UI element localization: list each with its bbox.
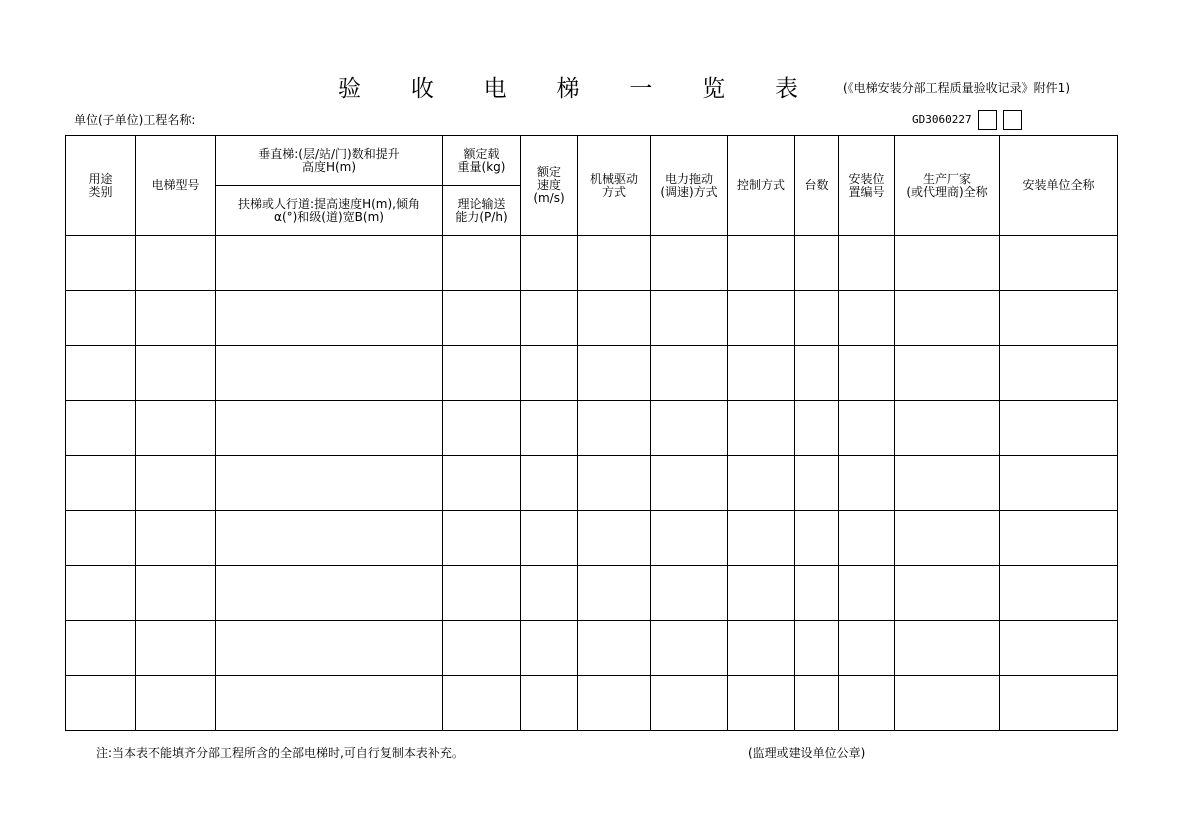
header-vertical-elevator-spec: 垂直梯:(层/站/门)数和提升 高度H(m) bbox=[216, 136, 443, 186]
table-cell[interactable] bbox=[578, 456, 651, 511]
table-cell[interactable] bbox=[651, 291, 728, 346]
table-cell[interactable] bbox=[839, 291, 895, 346]
table-cell[interactable] bbox=[1000, 621, 1118, 676]
table-cell[interactable] bbox=[216, 236, 443, 291]
header-installer: 安装单位全称 bbox=[1000, 136, 1118, 236]
table-cell[interactable] bbox=[66, 291, 136, 346]
table-cell[interactable] bbox=[651, 456, 728, 511]
table-cell[interactable] bbox=[136, 621, 216, 676]
table-cell[interactable] bbox=[66, 511, 136, 566]
table-cell[interactable] bbox=[216, 291, 443, 346]
table-cell[interactable] bbox=[651, 511, 728, 566]
table-cell[interactable] bbox=[521, 511, 578, 566]
header-usage-category: 用途 类别 bbox=[66, 136, 136, 236]
table-cell[interactable] bbox=[521, 456, 578, 511]
table-cell[interactable] bbox=[521, 566, 578, 621]
table-cell[interactable] bbox=[443, 676, 521, 731]
page-title bbox=[338, 74, 798, 104]
table-cell[interactable] bbox=[839, 621, 895, 676]
table-cell[interactable] bbox=[728, 621, 795, 676]
table-cell[interactable] bbox=[578, 511, 651, 566]
table-cell[interactable] bbox=[1000, 401, 1118, 456]
table-cell[interactable] bbox=[839, 511, 895, 566]
table-row bbox=[66, 456, 1118, 511]
table-cell[interactable] bbox=[578, 401, 651, 456]
table-cell[interactable] bbox=[795, 401, 839, 456]
header-rated-load: 额定载 重量(kg) bbox=[443, 136, 521, 186]
table-cell[interactable] bbox=[578, 236, 651, 291]
header-control-mode: 控制方式 bbox=[728, 136, 795, 236]
table-cell[interactable] bbox=[1000, 676, 1118, 731]
table-cell[interactable] bbox=[728, 511, 795, 566]
table-cell[interactable] bbox=[443, 236, 521, 291]
table-cell[interactable] bbox=[651, 621, 728, 676]
table-cell[interactable] bbox=[1000, 346, 1118, 401]
table-cell[interactable] bbox=[839, 676, 895, 731]
table-cell[interactable] bbox=[578, 291, 651, 346]
title-char: 梯 bbox=[556, 76, 580, 102]
table-cell[interactable] bbox=[66, 566, 136, 621]
table-cell[interactable] bbox=[651, 566, 728, 621]
table-cell[interactable] bbox=[1000, 566, 1118, 621]
table-cell[interactable] bbox=[443, 456, 521, 511]
header-rated-speed: 额定 速度 (m/s) bbox=[521, 136, 578, 236]
table-cell[interactable] bbox=[1000, 236, 1118, 291]
table-cell[interactable] bbox=[216, 401, 443, 456]
table-cell[interactable] bbox=[895, 346, 1000, 401]
table-cell[interactable] bbox=[216, 621, 443, 676]
table-cell[interactable] bbox=[728, 236, 795, 291]
table-cell[interactable] bbox=[839, 401, 895, 456]
table-cell[interactable] bbox=[136, 456, 216, 511]
header-elevator-model: 电梯型号 bbox=[136, 136, 216, 236]
table-cell[interactable] bbox=[728, 676, 795, 731]
table-cell[interactable] bbox=[521, 346, 578, 401]
table-cell[interactable] bbox=[728, 566, 795, 621]
table-cell[interactable] bbox=[795, 676, 839, 731]
project-name-label: 单位(子单位)工程名称: bbox=[74, 113, 196, 127]
table-cell[interactable] bbox=[443, 566, 521, 621]
table-cell[interactable] bbox=[839, 566, 895, 621]
title-char: 验 bbox=[338, 76, 361, 102]
title-char: 收 bbox=[410, 76, 434, 102]
title-char: 览 bbox=[702, 76, 726, 102]
table-cell[interactable] bbox=[216, 511, 443, 566]
table-cell[interactable] bbox=[895, 291, 1000, 346]
table-cell[interactable] bbox=[895, 401, 1000, 456]
table-cell[interactable] bbox=[66, 676, 136, 731]
table-cell[interactable] bbox=[66, 456, 136, 511]
elevator-list-table bbox=[65, 135, 1118, 731]
table-cell[interactable] bbox=[216, 566, 443, 621]
table-row bbox=[66, 236, 1118, 291]
attachment-note: (《电梯安装分部工程质量验收记录》附件1) bbox=[843, 81, 1070, 95]
table-cell[interactable] bbox=[1000, 456, 1118, 511]
table-cell[interactable] bbox=[136, 346, 216, 401]
header-mechanical-drive: 机械驱动 方式 bbox=[578, 136, 651, 236]
table-cell[interactable] bbox=[839, 456, 895, 511]
table-cell[interactable] bbox=[521, 236, 578, 291]
table-cell[interactable] bbox=[521, 621, 578, 676]
title-char: 一 bbox=[629, 76, 653, 102]
header-row bbox=[66, 136, 1118, 186]
table-cell[interactable] bbox=[216, 346, 443, 401]
stamp-label: (监理或建设单位公章) bbox=[748, 746, 866, 760]
table-cell[interactable] bbox=[216, 456, 443, 511]
table-cell[interactable] bbox=[136, 236, 216, 291]
title-char: 表 bbox=[774, 76, 798, 102]
table-row bbox=[66, 401, 1118, 456]
table-cell[interactable] bbox=[895, 566, 1000, 621]
table-row bbox=[66, 676, 1118, 731]
table-cell[interactable] bbox=[136, 511, 216, 566]
table-cell[interactable] bbox=[651, 346, 728, 401]
table-cell[interactable] bbox=[795, 511, 839, 566]
table-cell[interactable] bbox=[521, 291, 578, 346]
table-cell[interactable] bbox=[795, 621, 839, 676]
table-body bbox=[66, 236, 1118, 731]
table-cell[interactable] bbox=[66, 346, 136, 401]
table-cell[interactable] bbox=[443, 346, 521, 401]
table-cell[interactable] bbox=[216, 676, 443, 731]
table-cell[interactable] bbox=[66, 236, 136, 291]
table-cell[interactable] bbox=[136, 566, 216, 621]
table-cell[interactable] bbox=[795, 346, 839, 401]
table-row bbox=[66, 346, 1118, 401]
table-cell[interactable] bbox=[443, 291, 521, 346]
table-cell[interactable] bbox=[521, 676, 578, 731]
header-quantity: 台数 bbox=[795, 136, 839, 236]
table-row bbox=[66, 566, 1118, 621]
table-cell[interactable] bbox=[443, 621, 521, 676]
table-cell[interactable] bbox=[521, 401, 578, 456]
table-cell[interactable] bbox=[136, 291, 216, 346]
table-cell[interactable] bbox=[895, 456, 1000, 511]
code-input-box[interactable] bbox=[1003, 110, 1022, 130]
table-cell[interactable] bbox=[795, 236, 839, 291]
table-cell[interactable] bbox=[136, 401, 216, 456]
table-cell[interactable] bbox=[66, 401, 136, 456]
header-install-position-no: 安装位 置编号 bbox=[839, 136, 895, 236]
footnote: 注:当本表不能填齐分部工程所含的全部电梯时,可自行复制本表补充。 bbox=[96, 746, 464, 760]
table-cell[interactable] bbox=[1000, 511, 1118, 566]
table-cell[interactable] bbox=[651, 676, 728, 731]
table-cell[interactable] bbox=[839, 236, 895, 291]
table-cell[interactable] bbox=[728, 346, 795, 401]
form-code: GD3060227 bbox=[912, 113, 972, 126]
table-cell[interactable] bbox=[578, 621, 651, 676]
title-char: 电 bbox=[483, 76, 507, 102]
header-escalator-spec: 扶梯或人行道:提高速度H(m),倾角 α(°)和级(道)宽B(m) bbox=[216, 186, 443, 236]
table-cell[interactable] bbox=[795, 566, 839, 621]
table-cell[interactable] bbox=[895, 621, 1000, 676]
table-row bbox=[66, 291, 1118, 346]
table-cell[interactable] bbox=[66, 621, 136, 676]
table-cell[interactable] bbox=[651, 401, 728, 456]
table-cell[interactable] bbox=[578, 676, 651, 731]
table-cell[interactable] bbox=[895, 676, 1000, 731]
header-electric-drive: 电力拖动 (调速)方式 bbox=[651, 136, 728, 236]
table-cell[interactable] bbox=[136, 676, 216, 731]
table-cell[interactable] bbox=[795, 291, 839, 346]
table-cell[interactable] bbox=[578, 346, 651, 401]
table-row bbox=[66, 511, 1118, 566]
table-row bbox=[66, 621, 1118, 676]
table-cell[interactable] bbox=[728, 456, 795, 511]
table-cell[interactable] bbox=[895, 511, 1000, 566]
code-input-box[interactable] bbox=[978, 110, 997, 130]
table-cell[interactable] bbox=[443, 511, 521, 566]
table-cell[interactable] bbox=[443, 401, 521, 456]
table-cell[interactable] bbox=[795, 456, 839, 511]
header-theoretical-capacity: 理论输送 能力(P/h) bbox=[443, 186, 521, 236]
header-manufacturer: 生产厂家 (或代理商)全称 bbox=[895, 136, 1000, 236]
table-cell[interactable] bbox=[578, 566, 651, 621]
table-cell[interactable] bbox=[728, 291, 795, 346]
table-cell[interactable] bbox=[839, 346, 895, 401]
table-cell[interactable] bbox=[728, 401, 795, 456]
table-cell[interactable] bbox=[651, 236, 728, 291]
table-cell[interactable] bbox=[895, 236, 1000, 291]
table-cell[interactable] bbox=[1000, 291, 1118, 346]
